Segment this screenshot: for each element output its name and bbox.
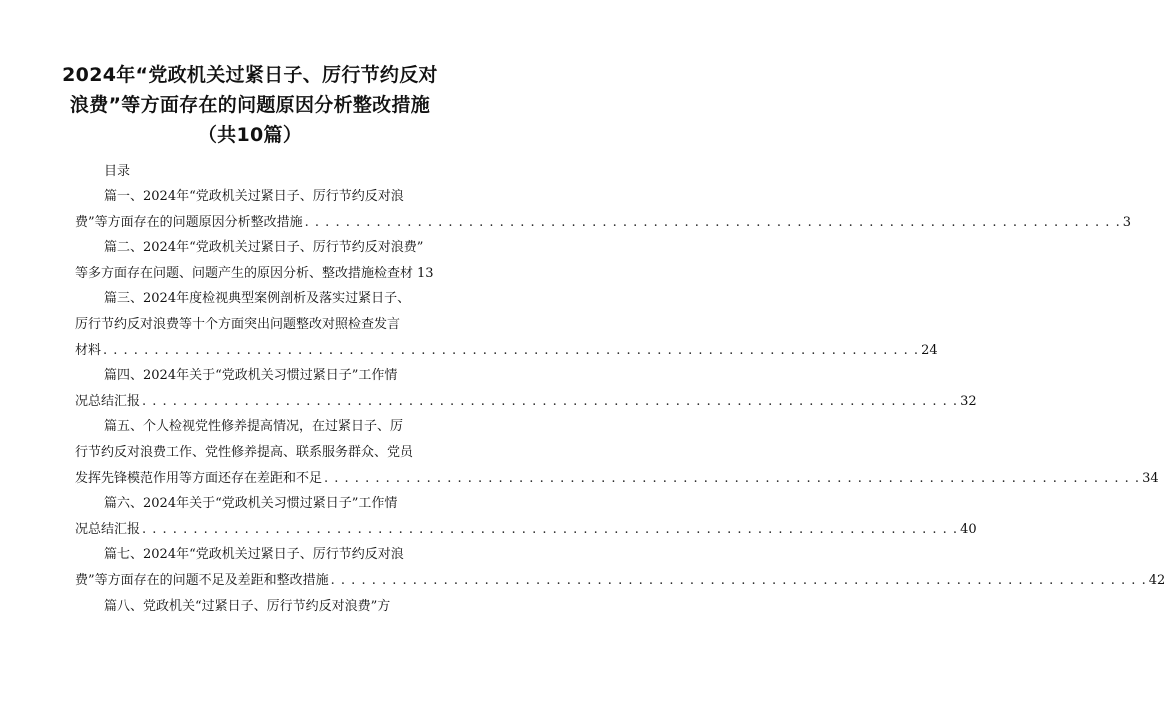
toc-dot-leader: . . . . . . . . . . . . . . . . . . . . . . . . . . . . . . . . . . . . . . . . . . . . . . . . . . . . . . . . . . . . . . . . . . . . . . . . . . . . . . . . [324,470,1141,486]
toc-entry-line: 篇五、个人检视党性修养提高情况，在过紧日子、厉 [104,419,404,435]
toc-entry-text: 费”等方面存在的问题原因分析整改措施 [75,214,303,230]
toc-entry-text: 况总结汇报 [75,521,141,537]
toc-dot-leader: . . . . . . . . . . . . . . . . . . . . . . . . . . . . . . . . . . . . . . . . . . . . . . . . . . . . . . . . . . . . . . . . . . . . . . . . . . . . . . . . [304,214,1121,230]
title-line-1: 2024年“党政机关过紧日子、厉行节约反对 [62,64,438,86]
toc-entry-line: 篇八、党政机关“过紧日子、厉行节约反对浪费”方 [104,598,391,614]
toc-entry[interactable] [75,363,977,414]
toc-entry-line [75,466,1159,492]
toc-page-number: 40 [960,521,977,537]
toc-entry-line [75,389,977,415]
toc-entry-line: 篇六、2024年关于“党政机关习惯过紧日子”工作情 [104,496,398,512]
toc-dot-leader: . . . . . . . . . . . . . . . . . . . . . . . . . . . . . . . . . . . . . . . . . . . . . . . . . . . . . . . . . . . . . . . . . . . . . . . . . . . . . . . . [142,521,959,537]
toc-page-number: 32 [960,393,977,409]
toc-entry-line: 篇四、2024年关于“党政机关习惯过紧日子”工作情 [104,368,398,384]
document-title [40,60,460,150]
toc-entry-line [75,568,1165,594]
table-of-contents [75,184,1165,619]
toc-page-number: 24 [921,342,938,358]
toc-entry-line [75,210,1131,236]
toc-dot-leader: . . . . . . . . . . . . . . . . . . . . . . . . . . . . . . . . . . . . . . . . . . . . . . . . . . . . . . . . . . . . . . . . . . . . . . . . . . . . . . . . [330,572,1147,588]
toc-entry[interactable] [75,184,1131,235]
toc-page-number: 34 [1142,470,1159,486]
toc-entry[interactable] [75,286,938,363]
toc-page-number: 13 [417,265,434,281]
toc-entry[interactable] [75,542,1165,593]
toc-heading: 目录 [104,164,131,179]
title-line-3: （共10篇） [197,124,303,146]
toc-entry-line: 篇三、2024年度检视典型案例剖析及落实过紧日子、 [104,291,411,307]
toc-entry-text: 等多方面存在问题、问题产生的原因分析、整改措施检查材 [75,265,414,281]
toc-entry[interactable] [75,414,1159,491]
toc-entry-line: 篇七、2024年“党政机关过紧日子、厉行节约反对浪 [104,547,404,563]
toc-page-number: 3 [1122,214,1131,230]
toc-entry-line: 篇二、2024年“党政机关过紧日子、厉行节约反对浪费” [104,240,424,256]
toc-page-number: 42 [1148,572,1165,588]
toc-entry[interactable] [75,491,977,542]
toc-entry-text: 费”等方面存在的问题不足及差距和整改措施 [75,572,329,588]
toc-entry-line [75,338,938,364]
toc-entry-text: 发挥先锋模范作用等方面还存在差距和不足 [75,470,323,486]
toc-entry-line: 行节约反对浪费工作、党性修养提高、联系服务群众、党员 [75,444,414,460]
toc-entry[interactable] [75,235,434,286]
toc-entry-line [75,517,977,543]
toc-dot-leader: . . . . . . . . . . . . . . . . . . . . . . . . . . . . . . . . . . . . . . . . . . . . . . . . . . . . . . . . . . . . . . . . . . . . . . . . . . . . . . . . [103,342,920,358]
title-line-2: 浪费”等方面存在的问题原因分析整改措施 [69,94,431,116]
toc-entry[interactable] [75,594,428,620]
toc-entry-text: 材料 [75,342,102,358]
toc-entry-line: 厉行节约反对浪费等十个方面突出问题整改对照检查发言 [75,316,401,332]
toc-entry-line [75,261,434,287]
toc-entry-text: 况总结汇报 [75,393,141,409]
toc-entry-line: 篇一、2024年“党政机关过紧日子、厉行节约反对浪 [104,189,404,204]
toc-dot-leader: . . . . . . . . . . . . . . . . . . . . . . . . . . . . . . . . . . . . . . . . . . . . . . . . . . . . . . . . . . . . . . . . . . . . . . . . . . . . . . . . [142,393,959,409]
